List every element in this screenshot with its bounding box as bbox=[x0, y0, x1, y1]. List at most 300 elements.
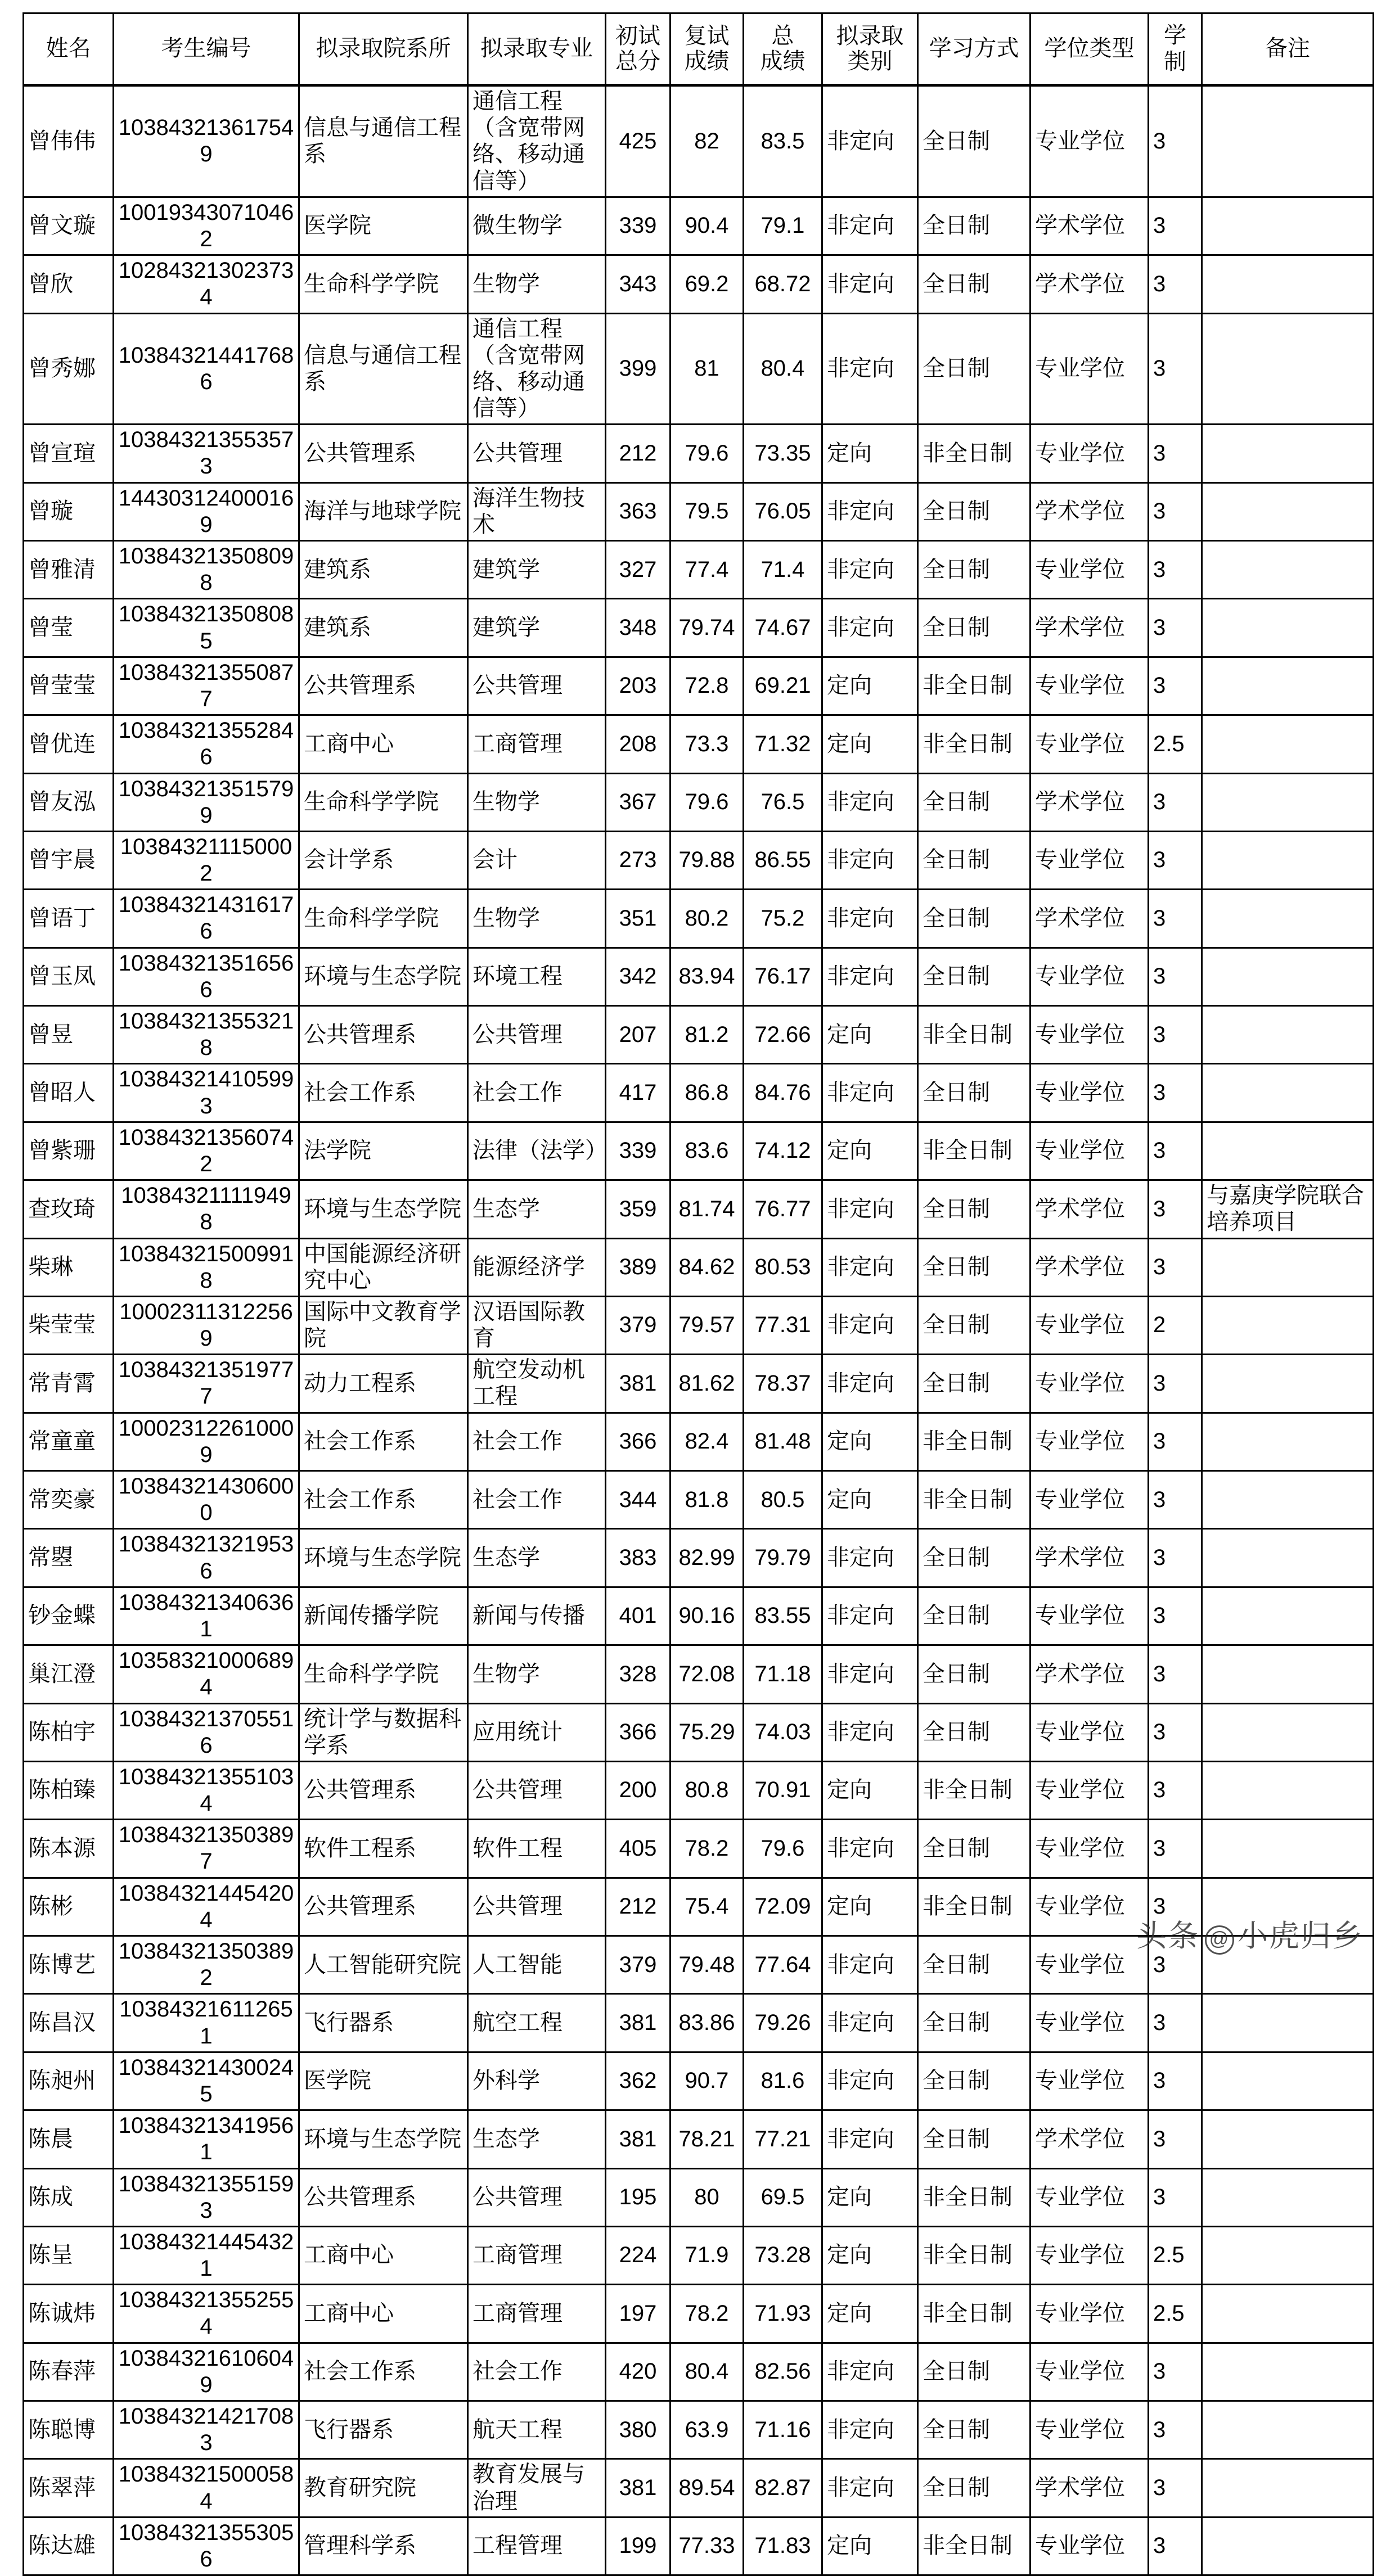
table-row bbox=[24, 1761, 1374, 1819]
cell-department: 工商中心 bbox=[299, 2226, 468, 2284]
cell-candidate-id: 103843215000584 bbox=[114, 2459, 299, 2517]
cell-total: 83.5 bbox=[744, 85, 822, 197]
cell-duration: 3 bbox=[1149, 1936, 1202, 1994]
cell-study-mode: 全日制 bbox=[918, 1355, 1030, 1413]
cell-total: 77.31 bbox=[744, 1296, 822, 1354]
cell-remark bbox=[1202, 197, 1374, 255]
cell-department: 信息与通信工程系 bbox=[299, 313, 468, 425]
cell-duration: 3 bbox=[1149, 2459, 1202, 2517]
cell-admission-type: 定向 bbox=[822, 2168, 918, 2226]
cell-admission-type: 非定向 bbox=[822, 2459, 918, 2517]
cell-department: 公共管理系 bbox=[299, 1878, 468, 1936]
table-header-row bbox=[24, 13, 1374, 85]
cell-name: 曾欣 bbox=[24, 255, 114, 313]
cell-total: 74.12 bbox=[744, 1122, 822, 1180]
cell-major: 法律（法学） bbox=[468, 1122, 606, 1180]
cell-preliminary: 367 bbox=[606, 773, 670, 831]
cell-total: 70.91 bbox=[744, 1761, 822, 1819]
cell-department: 工商中心 bbox=[299, 2285, 468, 2343]
cell-retest: 90.7 bbox=[670, 2052, 744, 2110]
table-row bbox=[24, 657, 1374, 715]
cell-preliminary: 399 bbox=[606, 313, 670, 425]
cell-major: 社会工作 bbox=[468, 1413, 606, 1470]
cell-degree-type: 学术学位 bbox=[1030, 1529, 1149, 1587]
cell-remark bbox=[1202, 1355, 1374, 1413]
cell-major: 公共管理 bbox=[468, 425, 606, 482]
cell-candidate-id: 103843213551593 bbox=[114, 2168, 299, 2226]
table-row bbox=[24, 1994, 1374, 2052]
cell-duration: 3 bbox=[1149, 1529, 1202, 1587]
cell-study-mode: 全日制 bbox=[918, 197, 1030, 255]
cell-department: 飞行器系 bbox=[299, 1994, 468, 2052]
cell-degree-type: 专业学位 bbox=[1030, 1296, 1149, 1354]
cell-degree-type: 专业学位 bbox=[1030, 2285, 1149, 2343]
cell-preliminary: 363 bbox=[606, 482, 670, 540]
cell-study-mode: 非全日制 bbox=[918, 1413, 1030, 1470]
column-header-duration: 学制 bbox=[1149, 13, 1202, 85]
column-header-study-mode: 学习方式 bbox=[918, 13, 1030, 85]
watermark-at-icon: @ bbox=[1205, 1925, 1234, 1955]
cell-duration: 3 bbox=[1149, 197, 1202, 255]
cell-preliminary: 224 bbox=[606, 2226, 670, 2284]
watermark-handle: 小虎归乡 bbox=[1238, 1919, 1364, 1953]
cell-name: 曾秀娜 bbox=[24, 313, 114, 425]
cell-candidate-id: 103843213553056 bbox=[114, 2517, 299, 2575]
table-row bbox=[24, 197, 1374, 255]
cell-degree-type: 专业学位 bbox=[1030, 1006, 1149, 1064]
cell-degree-type: 专业学位 bbox=[1030, 2401, 1149, 2459]
cell-name: 陈昌汉 bbox=[24, 1994, 114, 2052]
cell-department: 人工智能研究院 bbox=[299, 1936, 468, 1994]
cell-total: 76.17 bbox=[744, 948, 822, 1005]
cell-remark bbox=[1202, 773, 1374, 831]
cell-total: 74.67 bbox=[744, 599, 822, 657]
cell-total: 74.03 bbox=[744, 1703, 822, 1761]
cell-name: 巢江澄 bbox=[24, 1645, 114, 1703]
watermark-prefix: 头条 bbox=[1136, 1919, 1199, 1953]
cell-admission-type: 非定向 bbox=[822, 1645, 918, 1703]
column-header-preliminary-score bbox=[606, 13, 670, 85]
cell-total: 73.35 bbox=[744, 425, 822, 482]
cell-degree-type: 学术学位 bbox=[1030, 1180, 1149, 1238]
cell-department: 公共管理系 bbox=[299, 1761, 468, 1819]
cell-retest: 75.4 bbox=[670, 1878, 744, 1936]
cell-preliminary: 273 bbox=[606, 831, 670, 889]
cell-remark bbox=[1202, 948, 1374, 1005]
cell-preliminary: 420 bbox=[606, 2343, 670, 2401]
cell-retest: 75.29 bbox=[670, 1703, 744, 1761]
cell-candidate-id: 103843214316176 bbox=[114, 890, 299, 948]
cell-duration: 3 bbox=[1149, 2168, 1202, 2226]
cell-admission-type: 非定向 bbox=[822, 1587, 918, 1645]
cell-duration: 3 bbox=[1149, 1006, 1202, 1064]
cell-degree-type: 学术学位 bbox=[1030, 197, 1149, 255]
cell-admission-type: 非定向 bbox=[822, 773, 918, 831]
cell-remark bbox=[1202, 1587, 1374, 1645]
cell-total: 84.76 bbox=[744, 1064, 822, 1122]
cell-preliminary: 381 bbox=[606, 1994, 670, 2052]
cell-admission-type: 定向 bbox=[822, 2285, 918, 2343]
table-row bbox=[24, 2401, 1374, 2459]
cell-candidate-id: 103843213617549 bbox=[114, 85, 299, 197]
cell-major: 环境工程 bbox=[468, 948, 606, 1005]
cell-preliminary: 343 bbox=[606, 255, 670, 313]
table-row bbox=[24, 2343, 1374, 2401]
cell-degree-type: 专业学位 bbox=[1030, 1936, 1149, 1994]
cell-duration: 3 bbox=[1149, 1645, 1202, 1703]
cell-admission-type: 非定向 bbox=[822, 85, 918, 197]
cell-department: 公共管理系 bbox=[299, 425, 468, 482]
cell-department: 教育研究院 bbox=[299, 2459, 468, 2517]
cell-major: 会计 bbox=[468, 831, 606, 889]
cell-preliminary: 200 bbox=[606, 1761, 670, 1819]
cell-candidate-id: 100023113122569 bbox=[114, 1296, 299, 1354]
cell-remark bbox=[1202, 1820, 1374, 1878]
cell-degree-type: 专业学位 bbox=[1030, 1820, 1149, 1878]
cell-total: 71.18 bbox=[744, 1645, 822, 1703]
cell-admission-type: 非定向 bbox=[822, 2052, 918, 2110]
cell-remark bbox=[1202, 2052, 1374, 2110]
cell-department: 社会工作系 bbox=[299, 1064, 468, 1122]
cell-name: 陈博艺 bbox=[24, 1936, 114, 1994]
cell-department: 中国能源经济研究中心 bbox=[299, 1238, 468, 1296]
admission-roster-sheet bbox=[22, 12, 1372, 2576]
cell-study-mode: 非全日制 bbox=[918, 1471, 1030, 1529]
cell-major: 生物学 bbox=[468, 255, 606, 313]
cell-retest: 69.2 bbox=[670, 255, 744, 313]
cell-admission-type: 非定向 bbox=[822, 1529, 918, 1587]
cell-degree-type: 专业学位 bbox=[1030, 2343, 1149, 2401]
cell-admission-type: 非定向 bbox=[822, 1703, 918, 1761]
cell-retest: 78.21 bbox=[670, 2110, 744, 2168]
cell-major: 微生物学 bbox=[468, 197, 606, 255]
cell-preliminary: 195 bbox=[606, 2168, 670, 2226]
cell-study-mode: 全日制 bbox=[918, 255, 1030, 313]
cell-major: 通信工程（含宽带网络、移动通信等） bbox=[468, 313, 606, 425]
cell-name: 陈本源 bbox=[24, 1820, 114, 1878]
cell-study-mode: 全日制 bbox=[918, 1529, 1030, 1587]
table-row bbox=[24, 85, 1374, 197]
cell-study-mode: 全日制 bbox=[918, 313, 1030, 425]
cell-admission-type: 定向 bbox=[822, 1413, 918, 1470]
cell-name: 常曌 bbox=[24, 1529, 114, 1587]
cell-duration: 3 bbox=[1149, 1122, 1202, 1180]
cell-major: 生态学 bbox=[468, 2110, 606, 2168]
column-header-name: 姓名 bbox=[24, 13, 114, 85]
cell-remark bbox=[1202, 1122, 1374, 1180]
cell-remark bbox=[1202, 541, 1374, 599]
cell-degree-type: 专业学位 bbox=[1030, 85, 1149, 197]
cell-degree-type: 专业学位 bbox=[1030, 948, 1149, 1005]
cell-preliminary: 380 bbox=[606, 2401, 670, 2459]
cell-major: 工商管理 bbox=[468, 2226, 606, 2284]
cell-preliminary: 351 bbox=[606, 890, 670, 948]
cell-major: 工商管理 bbox=[468, 2285, 606, 2343]
cell-department: 国际中文教育学院 bbox=[299, 1296, 468, 1354]
cell-duration: 3 bbox=[1149, 1471, 1202, 1529]
cell-total: 79.1 bbox=[744, 197, 822, 255]
cell-degree-type: 专业学位 bbox=[1030, 657, 1149, 715]
cell-degree-type: 学术学位 bbox=[1030, 599, 1149, 657]
cell-retest: 72.8 bbox=[670, 657, 744, 715]
cell-duration: 3 bbox=[1149, 425, 1202, 482]
cell-admission-type: 非定向 bbox=[822, 948, 918, 1005]
cell-department: 医学院 bbox=[299, 197, 468, 255]
cell-major: 外科学 bbox=[468, 2052, 606, 2110]
cell-remark bbox=[1202, 890, 1374, 948]
cell-preliminary: 381 bbox=[606, 1355, 670, 1413]
table-row bbox=[24, 313, 1374, 425]
cell-retest: 81 bbox=[670, 313, 744, 425]
cell-department: 软件工程系 bbox=[299, 1820, 468, 1878]
cell-department: 生命科学学院 bbox=[299, 773, 468, 831]
cell-remark bbox=[1202, 1761, 1374, 1819]
cell-study-mode: 全日制 bbox=[918, 2459, 1030, 2517]
cell-preliminary: 389 bbox=[606, 1238, 670, 1296]
cell-preliminary: 366 bbox=[606, 1413, 670, 1470]
cell-preliminary: 381 bbox=[606, 2110, 670, 2168]
cell-retest: 81.62 bbox=[670, 1355, 744, 1413]
cell-major: 汉语国际教育 bbox=[468, 1296, 606, 1354]
cell-duration: 3 bbox=[1149, 1587, 1202, 1645]
cell-retest: 79.6 bbox=[670, 425, 744, 482]
cell-total: 72.66 bbox=[744, 1006, 822, 1064]
cell-remark bbox=[1202, 85, 1374, 197]
column-header-degree-type: 学位类型 bbox=[1030, 13, 1149, 85]
cell-total: 79.26 bbox=[744, 1994, 822, 2052]
cell-retest: 82.4 bbox=[670, 1413, 744, 1470]
cell-study-mode: 非全日制 bbox=[918, 2517, 1030, 2575]
cell-preliminary: 203 bbox=[606, 657, 670, 715]
cell-duration: 3 bbox=[1149, 1703, 1202, 1761]
cell-duration: 3 bbox=[1149, 1413, 1202, 1470]
cell-department: 环境与生态学院 bbox=[299, 1529, 468, 1587]
cell-department: 飞行器系 bbox=[299, 2401, 468, 2459]
cell-candidate-id: 102843213023734 bbox=[114, 255, 299, 313]
cell-major: 海洋生物技术 bbox=[468, 482, 606, 540]
cell-duration: 3 bbox=[1149, 482, 1202, 540]
cell-total: 69.5 bbox=[744, 2168, 822, 2226]
cell-department: 社会工作系 bbox=[299, 1413, 468, 1470]
cell-candidate-id: 103843213406361 bbox=[114, 1587, 299, 1645]
cell-preliminary: 417 bbox=[606, 1064, 670, 1122]
cell-retest: 78.2 bbox=[670, 1820, 744, 1878]
cell-retest: 83.94 bbox=[670, 948, 744, 1005]
cell-retest: 79.74 bbox=[670, 599, 744, 657]
cell-candidate-id: 144303124000169 bbox=[114, 482, 299, 540]
cell-retest: 71.9 bbox=[670, 2226, 744, 2284]
cell-admission-type: 非定向 bbox=[822, 255, 918, 313]
cell-retest: 86.8 bbox=[670, 1064, 744, 1122]
cell-admission-type: 非定向 bbox=[822, 1994, 918, 2052]
cell-major: 软件工程 bbox=[468, 1820, 606, 1878]
cell-major: 工商管理 bbox=[468, 715, 606, 773]
table-row bbox=[24, 948, 1374, 1005]
table-row bbox=[24, 482, 1374, 540]
cell-study-mode: 全日制 bbox=[918, 2052, 1030, 2110]
cell-department: 动力工程系 bbox=[299, 1355, 468, 1413]
cell-duration: 3 bbox=[1149, 2517, 1202, 2575]
cell-major: 公共管理 bbox=[468, 657, 606, 715]
cell-admission-type: 定向 bbox=[822, 715, 918, 773]
table-row bbox=[24, 1645, 1374, 1703]
cell-duration: 3 bbox=[1149, 599, 1202, 657]
cell-study-mode: 全日制 bbox=[918, 773, 1030, 831]
cell-degree-type: 学术学位 bbox=[1030, 773, 1149, 831]
cell-major: 教育发展与治理 bbox=[468, 2459, 606, 2517]
cell-department: 社会工作系 bbox=[299, 1471, 468, 1529]
cell-preliminary: 344 bbox=[606, 1471, 670, 1529]
cell-preliminary: 327 bbox=[606, 541, 670, 599]
cell-admission-type: 非定向 bbox=[822, 541, 918, 599]
table-row bbox=[24, 425, 1374, 482]
column-header-total-score-line1: 总 bbox=[771, 24, 794, 49]
cell-total: 79.6 bbox=[744, 1820, 822, 1878]
cell-degree-type: 专业学位 bbox=[1030, 1761, 1149, 1819]
cell-study-mode: 非全日制 bbox=[918, 425, 1030, 482]
cell-name: 陈春萍 bbox=[24, 2343, 114, 2401]
cell-study-mode: 全日制 bbox=[918, 599, 1030, 657]
cell-candidate-id: 100023122610009 bbox=[114, 1413, 299, 1470]
cell-preliminary: 379 bbox=[606, 1936, 670, 1994]
cell-duration: 3 bbox=[1149, 1994, 1202, 2052]
admission-roster-table bbox=[22, 12, 1374, 2576]
cell-remark bbox=[1202, 2401, 1374, 2459]
cell-department: 建筑系 bbox=[299, 599, 468, 657]
cell-remark bbox=[1202, 1703, 1374, 1761]
cell-remark bbox=[1202, 425, 1374, 482]
cell-duration: 3 bbox=[1149, 85, 1202, 197]
cell-degree-type: 学术学位 bbox=[1030, 890, 1149, 948]
table-row bbox=[24, 1064, 1374, 1122]
cell-remark: 与嘉庚学院联合培养项目 bbox=[1202, 1180, 1374, 1238]
cell-candidate-id: 103843213503892 bbox=[114, 1936, 299, 1994]
cell-preliminary: 425 bbox=[606, 85, 670, 197]
cell-remark bbox=[1202, 2110, 1374, 2168]
cell-name: 曾莹莹 bbox=[24, 657, 114, 715]
cell-admission-type: 非定向 bbox=[822, 1296, 918, 1354]
cell-admission-type: 非定向 bbox=[822, 2110, 918, 2168]
cell-total: 79.79 bbox=[744, 1529, 822, 1587]
cell-study-mode: 非全日制 bbox=[918, 2168, 1030, 2226]
cell-preliminary: 199 bbox=[606, 2517, 670, 2575]
table-row bbox=[24, 1878, 1374, 1936]
cell-major: 航空发动机工程 bbox=[468, 1355, 606, 1413]
cell-major: 公共管理 bbox=[468, 1761, 606, 1819]
cell-admission-type: 非定向 bbox=[822, 482, 918, 540]
cell-total: 82.56 bbox=[744, 2343, 822, 2401]
cell-retest: 79.88 bbox=[670, 831, 744, 889]
cell-preliminary: 348 bbox=[606, 599, 670, 657]
cell-retest: 80 bbox=[670, 2168, 744, 2226]
table-row bbox=[24, 1180, 1374, 1238]
cell-study-mode: 全日制 bbox=[918, 2401, 1030, 2459]
column-header-department: 拟录取院系所 bbox=[299, 13, 468, 85]
cell-total: 69.21 bbox=[744, 657, 822, 715]
table-row bbox=[24, 2052, 1374, 2110]
cell-duration: 2.5 bbox=[1149, 715, 1202, 773]
cell-department: 医学院 bbox=[299, 2052, 468, 2110]
cell-name: 常童童 bbox=[24, 1413, 114, 1470]
cell-retest: 79.48 bbox=[670, 1936, 744, 1994]
table-row bbox=[24, 2517, 1374, 2575]
cell-retest: 79.6 bbox=[670, 773, 744, 831]
cell-degree-type: 专业学位 bbox=[1030, 313, 1149, 425]
cell-admission-type: 定向 bbox=[822, 1471, 918, 1529]
cell-admission-type: 非定向 bbox=[822, 1820, 918, 1878]
cell-duration: 3 bbox=[1149, 1761, 1202, 1819]
column-header-remark: 备注 bbox=[1202, 13, 1374, 85]
cell-study-mode: 全日制 bbox=[918, 1645, 1030, 1703]
cell-study-mode: 全日制 bbox=[918, 1936, 1030, 1994]
cell-total: 71.32 bbox=[744, 715, 822, 773]
table-row bbox=[24, 773, 1374, 831]
cell-major: 社会工作 bbox=[468, 1471, 606, 1529]
cell-study-mode: 全日制 bbox=[918, 1238, 1030, 1296]
cell-candidate-id: 103843214417686 bbox=[114, 313, 299, 425]
cell-study-mode: 全日制 bbox=[918, 2343, 1030, 2401]
cell-preliminary: 207 bbox=[606, 1006, 670, 1064]
cell-name: 曾宣瑄 bbox=[24, 425, 114, 482]
column-header-retest-score bbox=[670, 13, 744, 85]
cell-degree-type: 学术学位 bbox=[1030, 2459, 1149, 2517]
column-header-total-score-line2: 成绩 bbox=[760, 49, 806, 74]
cell-candidate-id: 103843213519777 bbox=[114, 1355, 299, 1413]
cell-retest: 77.4 bbox=[670, 541, 744, 599]
cell-candidate-id: 103843214217083 bbox=[114, 2401, 299, 2459]
cell-candidate-id: 103843216112651 bbox=[114, 1994, 299, 2052]
cell-duration: 3 bbox=[1149, 313, 1202, 425]
cell-preliminary: 362 bbox=[606, 2052, 670, 2110]
cell-degree-type: 专业学位 bbox=[1030, 2226, 1149, 2284]
cell-candidate-id: 100193430710462 bbox=[114, 197, 299, 255]
cell-candidate-id: 103843214454321 bbox=[114, 2226, 299, 2284]
cell-preliminary: 359 bbox=[606, 1180, 670, 1238]
cell-candidate-id: 103843213516566 bbox=[114, 948, 299, 1005]
cell-remark bbox=[1202, 1238, 1374, 1296]
cell-degree-type: 专业学位 bbox=[1030, 831, 1149, 889]
cell-name: 曾昱 bbox=[24, 1006, 114, 1064]
cell-duration: 3 bbox=[1149, 831, 1202, 889]
cell-major: 建筑学 bbox=[468, 599, 606, 657]
cell-preliminary: 342 bbox=[606, 948, 670, 1005]
cell-preliminary: 328 bbox=[606, 1645, 670, 1703]
cell-retest: 81.2 bbox=[670, 1006, 744, 1064]
cell-remark bbox=[1202, 2226, 1374, 2284]
cell-admission-type: 非定向 bbox=[822, 2343, 918, 2401]
cell-study-mode: 全日制 bbox=[918, 541, 1030, 599]
cell-remark bbox=[1202, 1645, 1374, 1703]
cell-major: 建筑学 bbox=[468, 541, 606, 599]
cell-candidate-id: 103843213503897 bbox=[114, 1820, 299, 1878]
cell-major: 公共管理 bbox=[468, 1006, 606, 1064]
cell-total: 77.64 bbox=[744, 1936, 822, 1994]
cell-department: 会计学系 bbox=[299, 831, 468, 889]
cell-duration: 3 bbox=[1149, 2343, 1202, 2401]
cell-candidate-id: 103843213550877 bbox=[114, 657, 299, 715]
cell-admission-type: 定向 bbox=[822, 1878, 918, 1936]
cell-degree-type: 专业学位 bbox=[1030, 1587, 1149, 1645]
cell-candidate-id: 103583210006894 bbox=[114, 1645, 299, 1703]
cell-retest: 89.54 bbox=[670, 2459, 744, 2517]
cell-remark bbox=[1202, 1006, 1374, 1064]
cell-admission-type: 非定向 bbox=[822, 2401, 918, 2459]
cell-candidate-id: 103843213560742 bbox=[114, 1122, 299, 1180]
cell-preliminary: 339 bbox=[606, 197, 670, 255]
cell-candidate-id: 103843213508085 bbox=[114, 599, 299, 657]
cell-admission-type: 非定向 bbox=[822, 313, 918, 425]
cell-remark bbox=[1202, 2459, 1374, 2517]
